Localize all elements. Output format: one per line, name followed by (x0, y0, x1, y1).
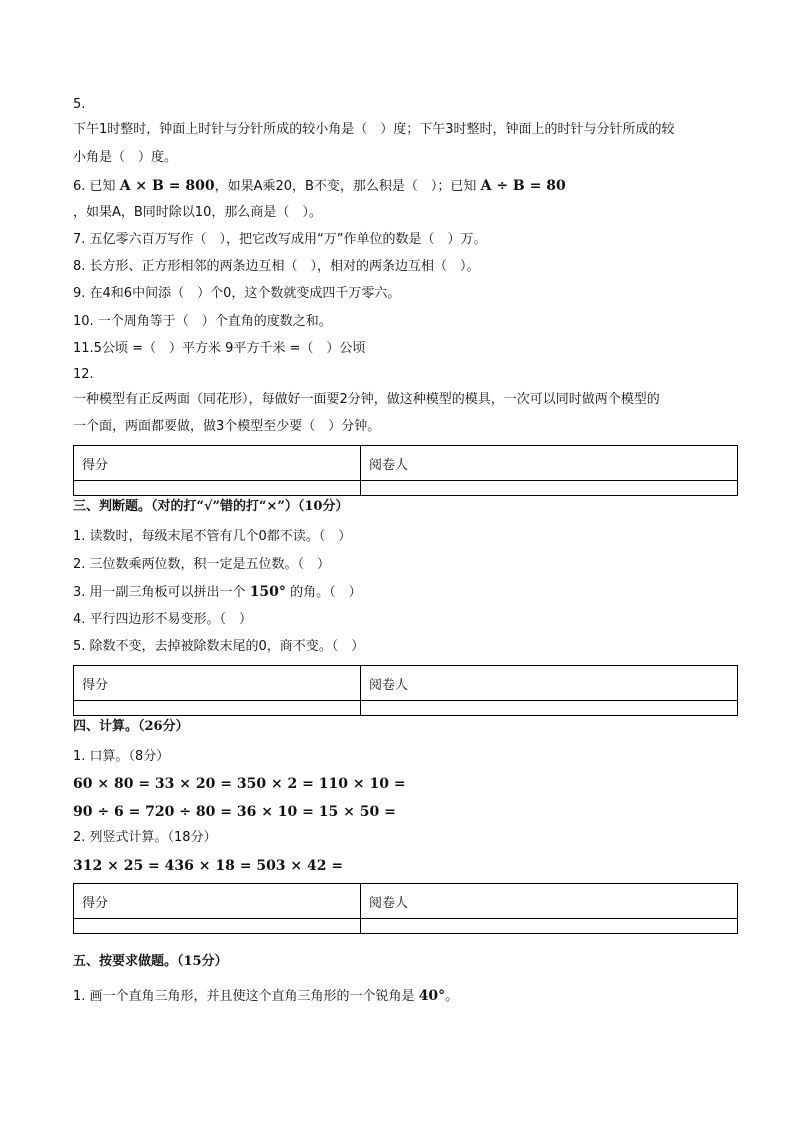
part5-q1-suffix: 。 (445, 989, 459, 1004)
q11-text: 11.5公顷 =（ ）平方米 9平方千米 =（ ）公顷 (73, 341, 366, 356)
part3-heading: 三、判断题。（对的打“√”错的打“×”）（10分） (73, 499, 349, 514)
score-table-2 (73, 665, 738, 716)
grader-input-cell[interactable] (361, 919, 738, 934)
grader-input-cell[interactable] (361, 701, 738, 716)
vertical-calc-row: 312 × 25 = 436 × 18 = 503 × 42 = (73, 858, 344, 874)
part4-sub2: 2. 列竖式计算。（18分） (73, 830, 217, 845)
part3-q4: 4. 平行四边形不易变形。（ ） (73, 612, 253, 627)
oral-calc-row-1: 60 × 80 = 33 × 20 = 350 × 2 = 110 × 10 = (73, 776, 406, 792)
q5-text-line2: 小角是（ ）度。 (73, 150, 178, 165)
score-label-cell: 得分 (74, 446, 361, 481)
q12-text-line1: 一种模型有正反两面（同花形），每做好一面要2分钟，做这种模型的模具，一次可以同时做两个模型的 (73, 392, 660, 407)
score-label-cell: 得分 (74, 666, 361, 701)
q6-formula-2: A ÷ B = 80 (480, 178, 566, 194)
grader-label-cell: 阅卷人 (361, 666, 738, 701)
part3-q1: 1. 读数时，每级末尾不管有几个0都不读。（ ） (73, 529, 352, 544)
q5-text-line1: 下午1时整时，钟面上时针与分针所成的较小角是（ ）度；下午3时整时，钟面上的时针与分针所成的较 (73, 122, 675, 137)
score-input-cell[interactable] (74, 701, 361, 716)
part3-q3-angle: 150° (249, 584, 286, 600)
score-input-cell[interactable] (74, 919, 361, 934)
part3-q3-suffix: 的角。（ ） (290, 585, 362, 600)
part5-q1 (73, 988, 458, 1005)
grader-label-cell: 阅卷人 (361, 446, 738, 481)
score-label-cell: 得分 (74, 884, 361, 919)
q9-text: 9. 在4和6中间添（ ）个0，这个数就变成四千万零六。 (73, 286, 401, 301)
q8-text: 8. 长方形、正方形相邻的两条边互相（ ），相对的两条边互相（ ）。 (73, 259, 480, 274)
q6-formula-1: A × B = 800 (119, 178, 215, 194)
part5-q1-angle: 40° (418, 988, 446, 1004)
q6-line2: ，如果A，B同时除以10，那么商是（ ）。 (73, 205, 322, 220)
part3-q2: 2. 三位数乘两位数，积一定是五位数。（ ） (73, 557, 331, 572)
grader-label-cell: 阅卷人 (361, 884, 738, 919)
q6-prefix: 6. 已知 (73, 179, 116, 194)
grader-input-cell[interactable] (361, 481, 738, 496)
q12-text-line2: 一个面，两面都要做，做3个模型至少要（ ）分钟。 (73, 419, 381, 434)
part4-sub1: 1. 口算。（8分） (73, 749, 170, 764)
oral-calc-row-2: 90 ÷ 6 = 720 ÷ 80 = 36 × 10 = 15 × 50 = (73, 804, 396, 820)
q7-text: 7. 五亿零六百万写作（ ），把它改写成用“万”作单位的数是（ ）万。 (73, 232, 487, 247)
part3-q3 (73, 584, 362, 601)
part5-q1-prefix: 1. 画一个直角三角形，并且使这个直角三角形的一个锐角是 (73, 989, 415, 1004)
part3-q5: 5. 除数不变，去掉被除数末尾的0，商不变。（ ） (73, 639, 365, 654)
q10-text: 10. 一个周角等于（ ）个直角的度数之和。 (73, 314, 332, 329)
score-table-3 (73, 883, 738, 934)
score-table-1 (73, 445, 738, 496)
q6-line1 (73, 178, 566, 195)
q6-middle: ，如果A乘20，B不变，那么积是（ ）；已知 (214, 179, 477, 194)
q12-number: 12. (73, 367, 94, 382)
part3-q3-prefix: 3. 用一副三角板可以拼出一个 (73, 585, 246, 600)
part4-heading: 四、计算。（26分） (73, 719, 189, 734)
part5-heading: 五、按要求做题。（15分） (73, 954, 228, 969)
q5-number: 5. (73, 97, 86, 112)
score-input-cell[interactable] (74, 481, 361, 496)
